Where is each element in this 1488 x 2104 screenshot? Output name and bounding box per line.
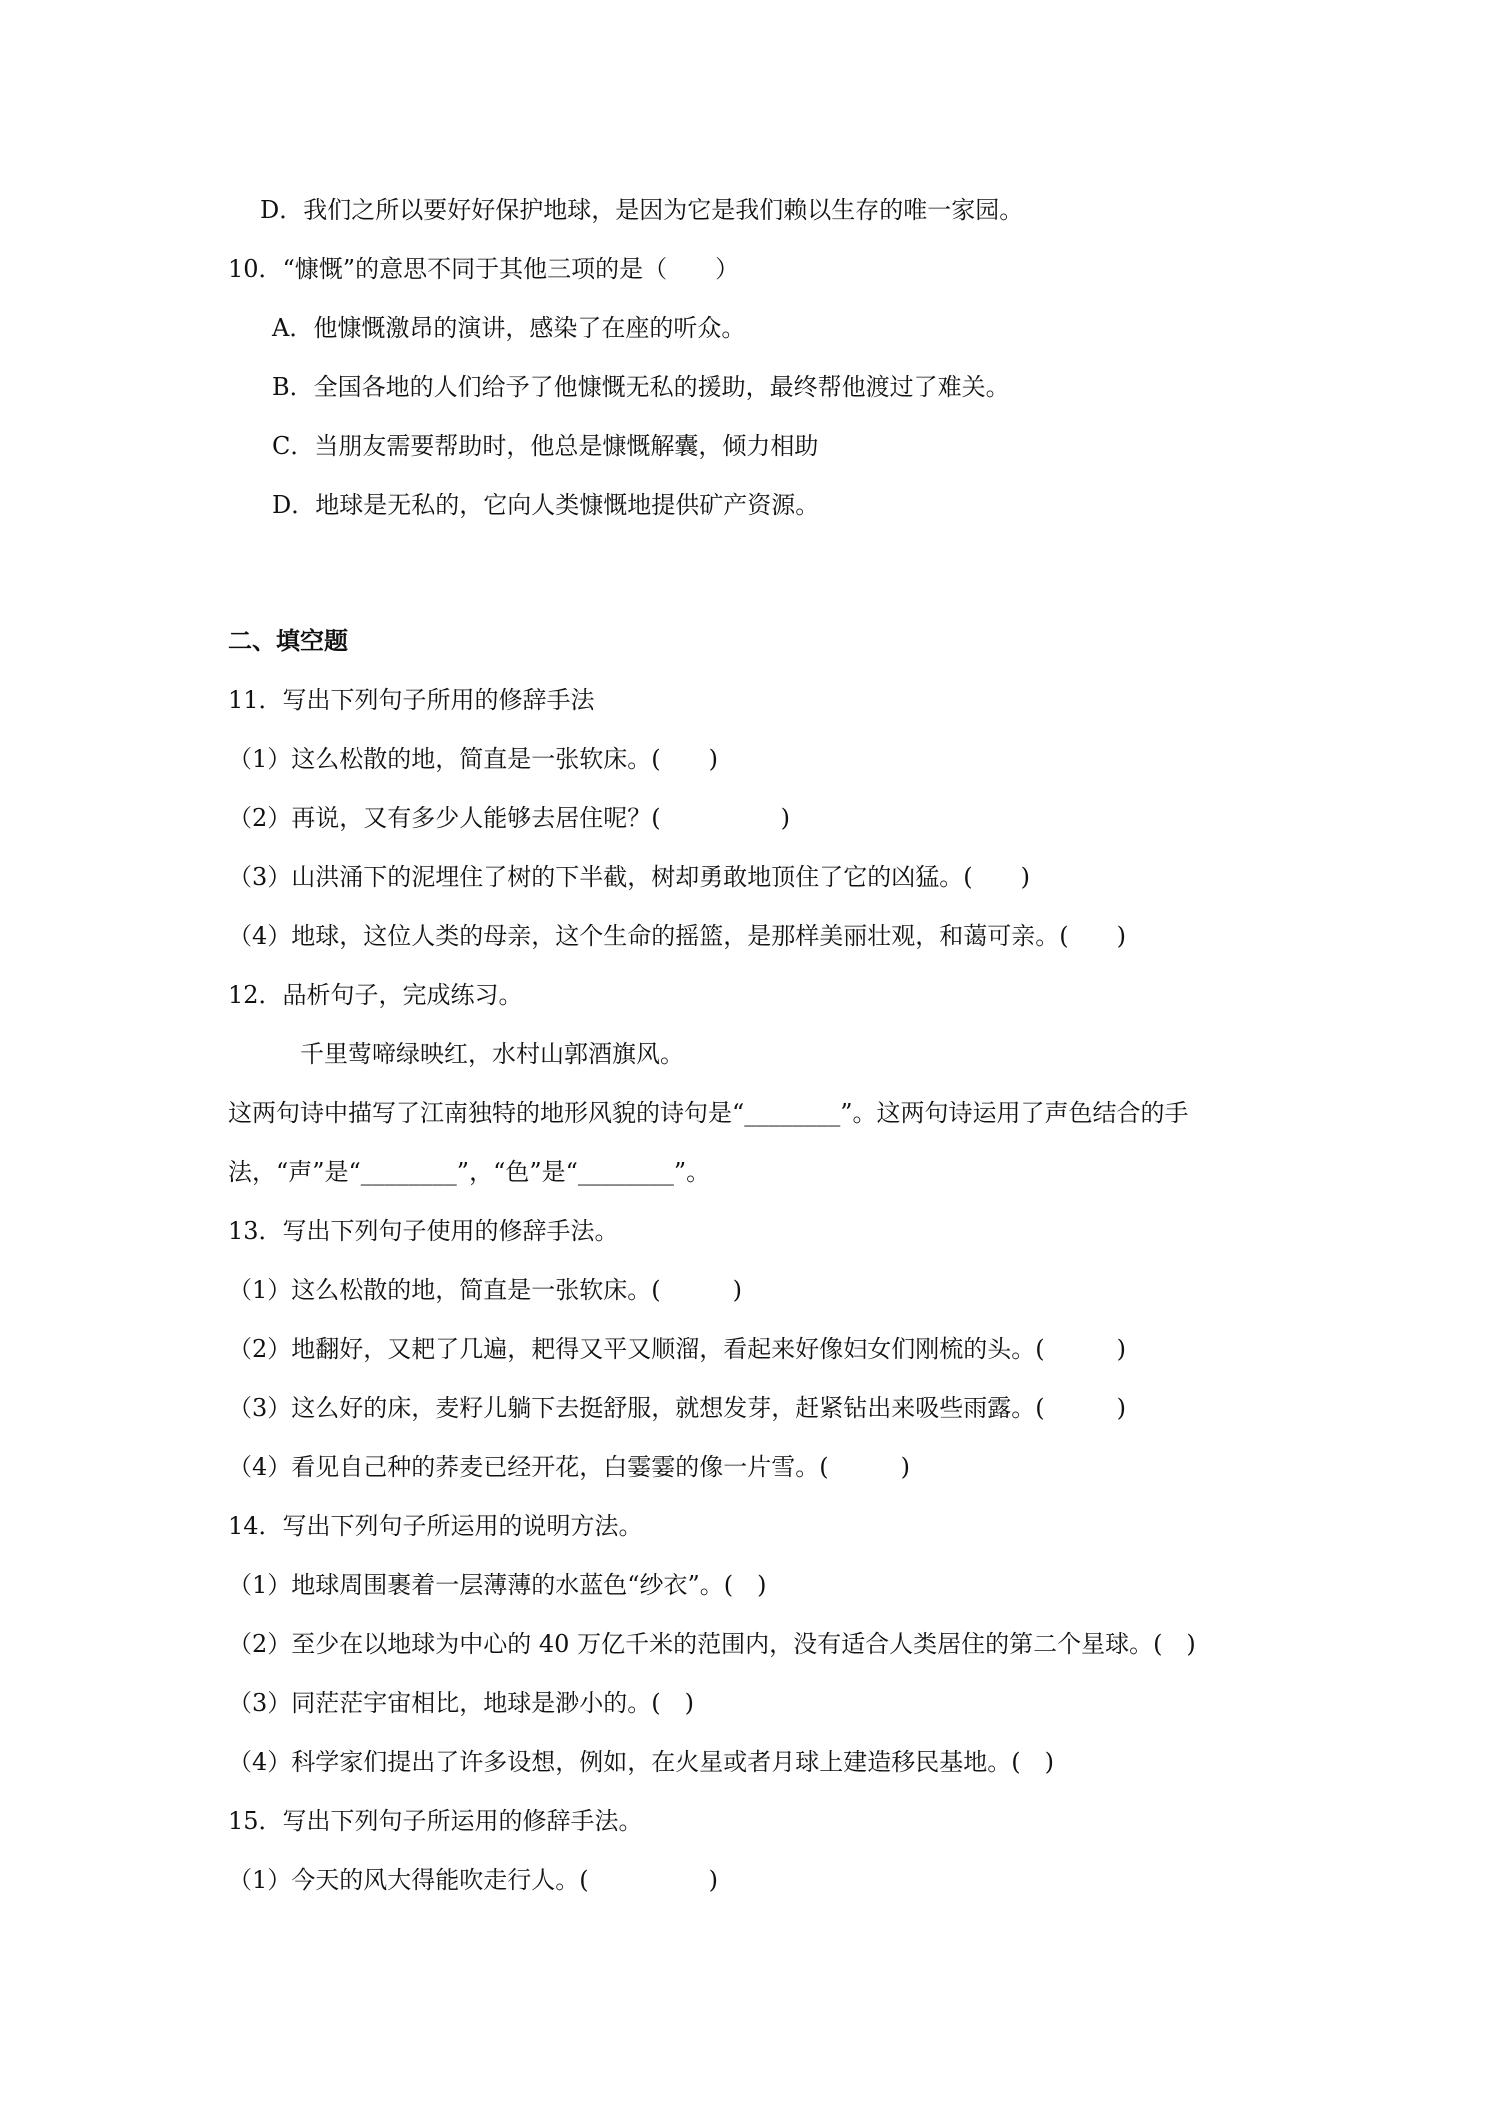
- q12-line-1: 这两句诗中描写了江南独特的地形风貌的诗句是“________”。这两句诗运用了声色结合的手: [228, 1099, 1189, 1127]
- q12-poem: 千里莺啼绿映红，水村山郭酒旗风。: [300, 1040, 684, 1068]
- q10-option-c: C．当朋友需要帮助时，他总是慷慨解囊，倾力相助: [272, 432, 819, 460]
- q15-item-1: （1）今天的风大得能吹走行人。( ): [228, 1866, 718, 1894]
- q12-stem: 12．品析句子，完成练习。: [228, 981, 523, 1009]
- q11-item-4: （4）地球，这位人类的母亲，这个生命的摇篮，是那样美丽壮观，和蔼可亲。( ): [228, 922, 1126, 950]
- q13-item-3: （3）这么好的床，麦籽儿躺下去挺舒服，就想发芽，赶紧钻出来吸些雨露。( ): [228, 1394, 1126, 1422]
- q13-item-2: （2）地翻好，又耙了几遍，耙得又平又顺溜，看起来好像妇女们刚梳的头。( ): [228, 1335, 1126, 1363]
- q14-item-2: （2）至少在以地球为中心的 40 万亿千米的范围内，没有适合人类居住的第二个星球。( ): [228, 1630, 1196, 1658]
- q14-stem: 14．写出下列句子所运用的说明方法。: [228, 1512, 643, 1540]
- q13-item-1: （1）这么松散的地，简直是一张软床。( ): [228, 1276, 742, 1304]
- q12-line-2: 法，“声”是“________”，“色”是“________”。: [228, 1158, 711, 1186]
- q11-stem: 11．写出下列句子所用的修辞手法: [228, 686, 595, 714]
- q11-item-1: （1）这么松散的地，简直是一张软床。( ): [228, 745, 718, 773]
- q13-item-4: （4）看见自己种的荞麦已经开花，白霎霎的像一片雪。( ): [228, 1453, 910, 1481]
- q10-option-a: A．他慷慨激昂的演讲，感染了在座的听众。: [272, 314, 746, 342]
- q13-stem: 13．写出下列句子使用的修辞手法。: [228, 1217, 619, 1245]
- section-title: 二、填空题: [228, 627, 348, 655]
- q10-option-b: B．全国各地的人们给予了他慷慨无私的援助，最终帮他渡过了难关。: [272, 373, 1010, 401]
- q14-item-1: （1）地球周围裹着一层薄薄的水蓝色“纱衣”。( ): [228, 1571, 767, 1599]
- q14-item-4: （4）科学家们提出了许多设想，例如，在火星或者月球上建造移民基地。( ): [228, 1748, 1054, 1776]
- q14-item-3: （3）同茫茫宇宙相比，地球是渺小的。( ): [228, 1689, 694, 1717]
- q11-item-2: （2）再说，又有多少人能够去居住呢？( ): [228, 804, 790, 832]
- q10-option-d: D．地球是无私的，它向人类慷慨地提供矿产资源。: [272, 491, 820, 519]
- q9-option-d: D．我们之所以要好好保护地球，是因为它是我们赖以生存的唯一家园。: [260, 196, 1024, 224]
- q11-item-3: （3）山洪涌下的泥埋住了树的下半截，树却勇敢地顶住了它的凶猛。( ): [228, 863, 1030, 891]
- q15-stem: 15．写出下列句子所运用的修辞手法。: [228, 1807, 643, 1835]
- q10-stem: 10．“慷慨”的意思不同于其他三项的是（ ）: [228, 255, 740, 283]
